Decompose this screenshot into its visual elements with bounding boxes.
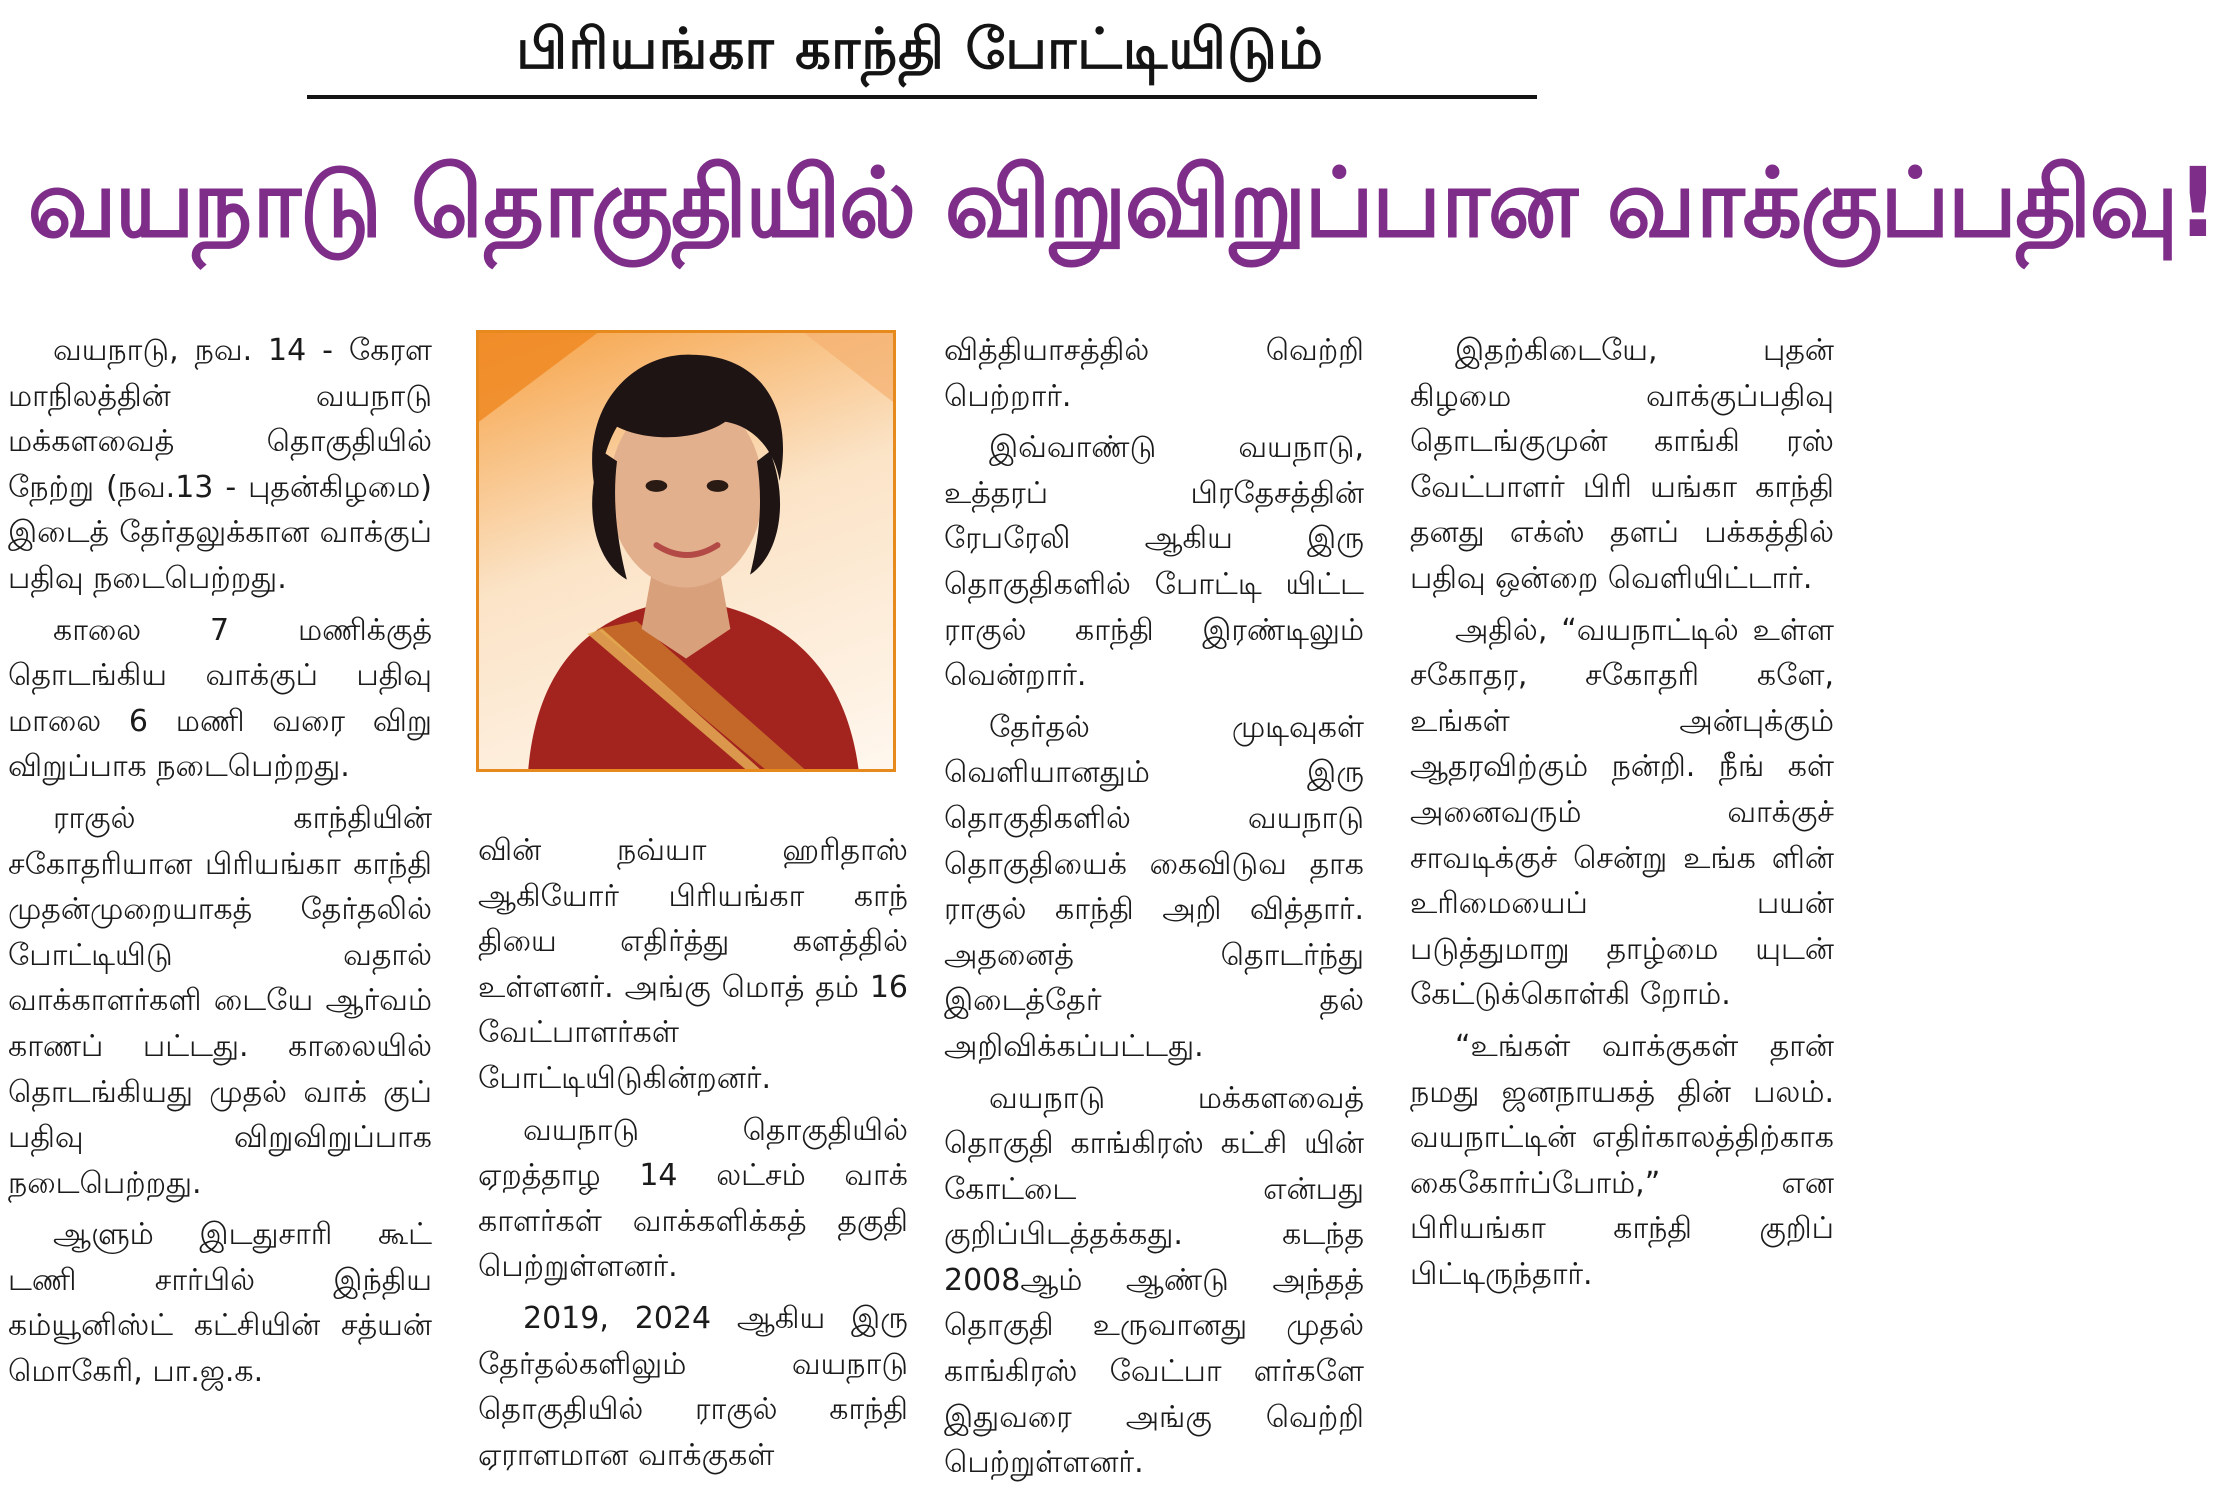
paragraph: ஆளும் இடதுசாரி கூட் டணி சார்பில் இந்திய கம்யூனிஸ்ட் கட்சியின் சத்யன் மொகேரி, பா.ஜ.க. [8,1217,432,1390]
paragraph: வின் நவ்யா ஹரிதாஸ் ஆகியோர் பிரியங்கா காந் தியை எதிர்த்து களத்தில் உள்ளனர். அங்கு மொத் தம் 16 வேட்பாளர்கள் போட்டியிடுகின்றனர். [478,833,908,1096]
article-column-1 [8,328,432,1478]
paragraph: காலை 7 மணிக்குத் தொடங்கிய வாக்குப் பதிவு மாலை 6 மணி வரை விறு விறுப்பாக நடைபெற்றது. [8,612,432,785]
kicker-underline [307,95,1537,99]
paragraph: ராகுல் காந்தியின் சகோதரியான பிரியங்கா காந்தி முதன்முறையாகத் தேர்தலில் போட்டியிடு வதால் வாக்காளர்களி டையே ஆர்வம் காணப் பட்டது. காலையில் தொடங்கியது முதல் வாக் குப் பதிவு விறுவிறுப்பாக நடைபெற்றது. [8,800,432,1201]
article-column-3 [944,328,1364,1481]
paragraph: “உங்கள் வாக்குகள் தான் நமது ஜனநாயகத் தின் பலம். வயநாட்டின் எதிர்காலத்திற்காக கைகோர்ப்போம்,” என பிரியங்கா காந்தி குறிப் பிட்டிருந்தார். [1410,1028,1834,1292]
paragraph: வயநாடு, நவ. 14 - கேரள மாநிலத்தின் வயநாடு மக்களவைத் தொகுதியில் நேற்று (நவ.13 - புதன்கிழமை) இடைத் தேர்தலுக்கான வாக்குப் பதிவு நடைபெற்றது. [8,333,432,596]
paragraph: 2019, 2024 ஆகிய இரு தேர்தல்களிலும் வயநாடு தொகுதியில் ராகுல் காந்தி ஏராளமான வாக்குகள் [478,1300,908,1473]
headline: வயநாடு தொகுதியில் விறுவிறுப்பான வாக்குப்பதிவு! [27,147,2217,259]
paragraph: வித்தியாசத்தில் வெற்றி பெற்றார். [944,333,1364,414]
article-column-4 [1410,328,1834,1478]
paragraph: இவ்வாண்டு வயநாடு, உத்தரப் பிரதேசத்தின் ரேபரேலி ஆகிய இரு தொகுதிகளில் போட்டி யிட்ட ராகுல் காந்தி இரண்டிலும் வென்றார். [944,430,1364,694]
portrait-illustration [479,333,893,769]
candidate-photo [476,330,896,772]
kicker-title: பிரியங்கா காந்தி போட்டியிடும் [516,17,1324,82]
paragraph: தேர்தல் முடிவுகள் வெளியானதும் இரு தொகுதிகளில் வயநாடு தொகுதியைக் கைவிடுவ தாக ராகுல் காந்தி அறி வித்தார். அதனைத் தொடர்ந்து இடைத்தேர் தல் அறிவிக்கப்பட்டது. [944,709,1364,1064]
paragraph: இதற்கிடையே, புதன் கிழமை வாக்குப்பதிவு தொடங்குமுன் காங்கி ரஸ் வேட்பாளர் பிரி யங்கா காந்தி தனது எக்ஸ் தளப் பக்கத்தில் பதிவு ஒன்றை வெளியிட்டார். [1410,333,1834,596]
article-column-2 [478,828,908,1478]
paragraph: வயநாடு தொகுதியில் ஏறத்தாழ 14 லட்சம் வாக் காளர்கள் வாக்களிக்கத் தகுதி பெற்றுள்ளனர். [478,1112,908,1285]
paragraph: அதில், “வயநாட்டில் உள்ள சகோதர, சகோதரி களே, உங்கள் அன்புக்கும் ஆதரவிற்கும் நன்றி. நீங் கள் அனைவரும் வாக்குச் சாவடிக்குச் சென்று உங்க ளின் உரிமையைப் பயன் படுத்துமாறு தாழ்மை யுடன் கேட்டுக்கொள்கி றோம். [1410,612,1834,1013]
paragraph: வயநாடு மக்களவைத் தொகுதி காங்கிரஸ் கட்சி யின் கோட்டை என்பது குறிப்பிடத்தக்கது. கடந்த 2008ஆம் ஆண்டு அந்தத் தொகுதி உருவானது முதல் காங்கிரஸ் வேட்பா ளர்களே இதுவரை அங்கு வெற்றி பெற்றுள்ளனர். [944,1080,1364,1481]
